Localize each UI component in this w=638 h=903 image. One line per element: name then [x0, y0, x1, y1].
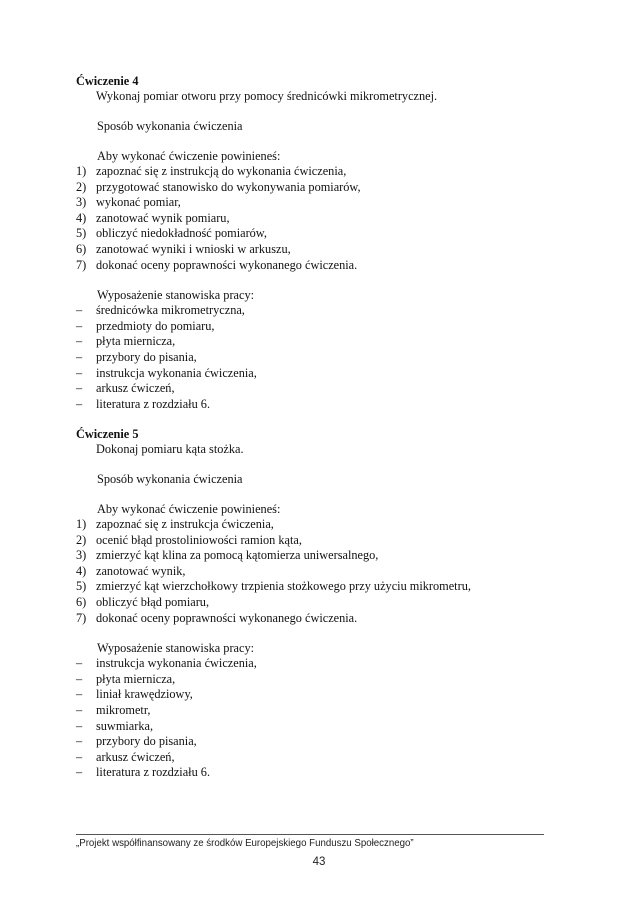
list-marker: 3)	[76, 195, 87, 210]
page-number: 43	[312, 856, 326, 868]
list-marker: –	[76, 734, 83, 749]
list-item-text: zmierzyć kąt wierzchołkowy trzpienia stożkowego przy użyciu mikrometru,	[96, 579, 471, 594]
list-item	[76, 672, 576, 688]
list-item	[76, 703, 576, 719]
list-marker: –	[76, 365, 83, 380]
list-item	[76, 611, 576, 627]
list-item	[76, 164, 576, 180]
list-item-text: zmierzyć kąt klina za pomocą kątomierza uniwersalnego,	[96, 548, 379, 563]
list-item	[76, 180, 576, 196]
list-marker: 1)	[76, 517, 87, 531]
list-marker: –	[76, 381, 83, 396]
list-item-text: arkusz ćwiczeń,	[96, 749, 175, 764]
list-item	[76, 303, 576, 319]
list-item	[76, 533, 576, 549]
list-marker: –	[76, 334, 83, 349]
list-item-text: ocenić błąd prostoliniowości ramion kąta,	[96, 532, 302, 547]
exercise-section-4	[76, 74, 576, 412]
list-item-text: zanotować wyniki i wnioski w arkuszu,	[96, 241, 291, 256]
steps-intro: Aby wykonać ćwiczenie powinieneś:	[97, 502, 281, 516]
list-item-text: przybory do pisania,	[96, 734, 197, 749]
list-item	[76, 397, 576, 413]
list-marker: 5)	[76, 226, 87, 241]
list-marker: –	[76, 303, 83, 318]
list-item-text: przybory do pisania,	[96, 349, 197, 364]
list-marker: –	[76, 656, 83, 671]
list-item	[76, 719, 576, 735]
list-item-text: dokonać oceny poprawności wykonanego ćwiczenia.	[96, 257, 358, 272]
list-item-text: instrukcja wykonania ćwiczenia,	[96, 365, 257, 380]
list-item	[76, 258, 576, 274]
list-item-text: mikrometr,	[96, 702, 151, 717]
exercise-title: Ćwiczenie 5	[76, 427, 139, 441]
list-marker: –	[76, 396, 83, 411]
list-item	[76, 242, 576, 258]
list-marker: 5)	[76, 579, 87, 594]
list-item-text: suwmiarka,	[96, 718, 154, 733]
list-item	[76, 517, 576, 533]
list-item-text: arkusz ćwiczeń,	[96, 381, 175, 396]
list-marker: –	[76, 749, 83, 764]
list-marker: –	[76, 718, 83, 733]
steps-list	[76, 517, 576, 626]
list-item	[76, 334, 576, 350]
list-marker: 6)	[76, 241, 87, 256]
list-item-text: obliczyć błąd pomiaru,	[96, 594, 210, 609]
list-item	[76, 595, 576, 611]
list-item	[76, 734, 576, 750]
list-item	[76, 381, 576, 397]
list-item-text: płyta miernicza,	[96, 334, 176, 349]
list-item-text: literatura z rozdziału 6.	[96, 396, 211, 411]
list-marker: –	[76, 318, 83, 333]
list-item-text: zanotować wynik pomiaru,	[96, 210, 230, 225]
list-item	[76, 350, 576, 366]
list-item-text: wykonać pomiar,	[96, 195, 181, 210]
list-item	[76, 656, 576, 672]
list-item	[76, 579, 576, 595]
list-item-text: zanotować wynik,	[96, 563, 186, 578]
footer-text: „Projekt współfinansowany ze środków Europejskiego Funduszu Społecznego”	[76, 838, 414, 849]
equipment-heading: Wyposażenie stanowiska pracy:	[97, 288, 255, 303]
list-item-text: instrukcja wykonania ćwiczenia,	[96, 656, 257, 671]
list-marker: –	[76, 671, 83, 686]
method-heading: Sposób wykonania ćwiczenia	[97, 472, 243, 486]
list-marker: 2)	[76, 532, 87, 547]
list-item-text: przygotować stanowisko do wykonywania pomiarów,	[96, 179, 361, 194]
steps-list	[76, 164, 576, 273]
list-marker: 4)	[76, 210, 87, 225]
list-marker: –	[76, 702, 83, 717]
list-marker: 3)	[76, 548, 87, 563]
list-marker: –	[76, 349, 83, 364]
list-item	[76, 765, 576, 781]
method-heading: Sposób wykonania ćwiczenia	[97, 119, 243, 133]
footer-divider	[76, 834, 544, 835]
list-item	[76, 687, 576, 703]
list-item-text: średnicówka mikrometryczna,	[96, 303, 245, 318]
list-item	[76, 750, 576, 766]
exercise-title: Ćwiczenie 4	[76, 74, 139, 88]
exercise-task: Wykonaj pomiar otworu przy pomocy średnicówki mikrometrycznej.	[96, 89, 438, 103]
list-item	[76, 548, 576, 564]
exercise-task: Dokonaj pomiaru kąta stożka.	[96, 442, 244, 456]
list-item	[76, 564, 576, 580]
list-marker: 7)	[76, 257, 87, 272]
list-item-text: dokonać oceny poprawności wykonanego ćwiczenia.	[96, 610, 358, 625]
list-item-text: literatura z rozdziału 6.	[96, 765, 211, 780]
list-marker: 4)	[76, 563, 87, 578]
list-item-text: zapoznać się z instrukcja ćwiczenia,	[96, 517, 274, 531]
list-item	[76, 319, 576, 335]
list-item	[76, 226, 576, 242]
list-item	[76, 195, 576, 211]
list-marker: –	[76, 765, 83, 780]
list-marker: –	[76, 687, 83, 702]
list-item-text: obliczyć niedokładność pomiarów,	[96, 226, 267, 241]
list-marker: 6)	[76, 594, 87, 609]
equipment-heading: Wyposażenie stanowiska pracy:	[97, 641, 255, 656]
list-item-text: zapoznać się z instrukcją do wykonania ćwiczenia,	[96, 164, 347, 178]
list-marker: 1)	[76, 164, 87, 178]
list-item	[76, 211, 576, 227]
equipment-list	[76, 656, 576, 781]
list-marker: 2)	[76, 179, 87, 194]
exercise-section-5	[76, 427, 576, 781]
list-marker: 7)	[76, 610, 87, 625]
list-item-text: przedmioty do pomiaru,	[96, 318, 215, 333]
list-item	[76, 366, 576, 382]
steps-intro: Aby wykonać ćwiczenie powinieneś:	[97, 149, 281, 163]
list-item-text: liniał krawędziowy,	[96, 687, 193, 702]
equipment-list	[76, 303, 576, 412]
list-item-text: płyta miernicza,	[96, 671, 176, 686]
